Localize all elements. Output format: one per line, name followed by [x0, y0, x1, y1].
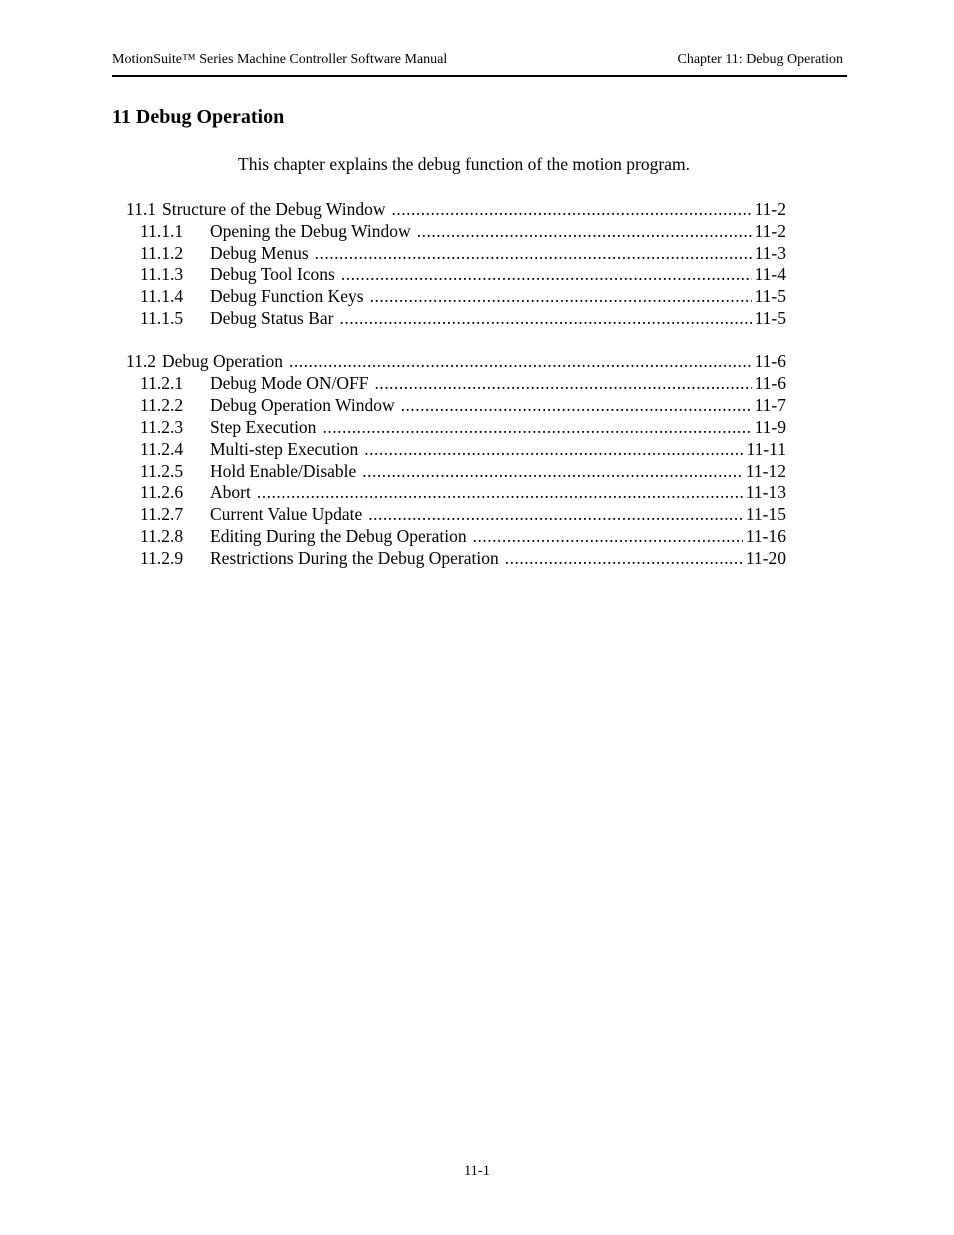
- toc-entry[interactable]: [140, 285, 786, 307]
- toc-entry[interactable]: [140, 242, 786, 264]
- toc-page: 11-6: [754, 351, 786, 371]
- toc-entry[interactable]: [140, 372, 786, 394]
- toc-leader: [289, 350, 752, 372]
- toc-leader: [417, 220, 752, 242]
- toc-leader: [505, 547, 743, 569]
- page-header: [112, 51, 847, 77]
- toc-page: 11-9: [754, 417, 786, 437]
- toc-leader: [392, 198, 752, 220]
- toc-title: Hold Enable/Disable: [210, 461, 357, 481]
- toc-page: 11-5: [754, 286, 786, 306]
- manual-title: MotionSuite™ Series Machine Controller Software Manual: [112, 52, 448, 67]
- toc-number: 11.2.4: [140, 439, 184, 459]
- toc-title: Editing During the Debug Operation: [210, 526, 467, 546]
- toc-title: Current Value Update: [210, 504, 363, 524]
- toc-title: Step Execution: [210, 417, 317, 437]
- chapter-label: Chapter 11: Debug Operation: [677, 52, 843, 67]
- toc-leader: [473, 525, 743, 547]
- toc-page: 11-6: [754, 373, 786, 393]
- toc-entry[interactable]: [140, 460, 786, 482]
- toc-title: Debug Function Keys: [210, 286, 364, 306]
- toc-entry[interactable]: [140, 394, 786, 416]
- toc-entry[interactable]: [140, 416, 786, 438]
- chapter-title: 11 Debug Operation: [112, 106, 285, 128]
- toc-entry[interactable]: [140, 481, 786, 503]
- toc-page: 11-2: [754, 199, 786, 219]
- toc-page: 11-13: [745, 482, 786, 502]
- toc-number: 11.1.4: [140, 286, 184, 306]
- toc-leader: [341, 263, 752, 285]
- toc-entry[interactable]: [140, 220, 786, 242]
- toc-page: 11-12: [745, 461, 786, 481]
- toc-leader: [364, 438, 743, 460]
- toc-entry[interactable]: [140, 263, 786, 285]
- toc-leader: [368, 503, 743, 525]
- toc-entry[interactable]: [140, 503, 786, 525]
- toc-entry[interactable]: [140, 307, 786, 329]
- toc-title: Debug Operation: [161, 351, 283, 371]
- toc-leader: [362, 460, 743, 482]
- toc-page: 11-5: [754, 308, 786, 328]
- toc-title: Structure of the Debug Window: [161, 199, 386, 219]
- toc-page: 11-11: [746, 439, 786, 459]
- toc-number: 11.1: [126, 199, 156, 219]
- toc-page: 11-7: [754, 395, 786, 415]
- chapter-intro: This chapter explains the debug function of the motion program.: [238, 154, 690, 174]
- toc-leader: [322, 416, 751, 438]
- toc-entry[interactable]: [140, 547, 786, 569]
- page-number: 11-1: [463, 1163, 491, 1179]
- toc-title: Multi-step Execution: [210, 439, 359, 459]
- toc-title: Debug Operation Window: [210, 395, 395, 415]
- toc-entry[interactable]: [140, 438, 786, 460]
- toc-number: 11.2.3: [140, 417, 184, 437]
- toc-leader: [257, 481, 743, 503]
- toc-page: 11-2: [754, 221, 786, 241]
- toc-page: 11-16: [745, 526, 786, 546]
- toc-leader: [315, 242, 752, 264]
- toc-title: Restrictions During the Debug Operation: [210, 548, 499, 568]
- toc-number: 11.1.1: [140, 221, 184, 241]
- toc-title: Debug Tool Icons: [210, 264, 335, 284]
- toc-leader: [401, 394, 752, 416]
- toc-number: 11.1.3: [140, 264, 184, 284]
- toc-title: Debug Mode ON/OFF: [210, 373, 369, 393]
- toc-number: 11.1.2: [140, 243, 184, 263]
- toc-number: 11.2.6: [140, 482, 184, 502]
- toc-number: 11.2.5: [140, 461, 184, 481]
- toc-number: 11.1.5: [140, 308, 184, 328]
- toc-number: 11.2.8: [140, 526, 184, 546]
- toc-title: Debug Menus: [210, 243, 309, 263]
- toc-title: Abort: [210, 482, 251, 502]
- toc-leader: [374, 372, 751, 394]
- toc-entry[interactable]: [140, 525, 786, 547]
- toc-leader: [339, 307, 751, 329]
- toc-page: 11-3: [754, 243, 786, 263]
- toc-number: 11.2: [126, 351, 156, 371]
- toc-leader: [370, 285, 752, 307]
- toc-entry[interactable]: [126, 350, 786, 372]
- toc-page: 11-4: [754, 264, 786, 284]
- toc-page: 11-15: [745, 504, 786, 524]
- toc-page: 11-20: [745, 548, 786, 568]
- toc-number: 11.2.9: [140, 548, 184, 568]
- toc-title: Debug Status Bar: [210, 308, 334, 328]
- toc-number: 11.2.7: [140, 504, 184, 524]
- toc-title: Opening the Debug Window: [210, 221, 411, 241]
- toc-number: 11.2.2: [140, 395, 184, 415]
- toc-entry[interactable]: [126, 198, 786, 220]
- toc-number: 11.2.1: [140, 373, 184, 393]
